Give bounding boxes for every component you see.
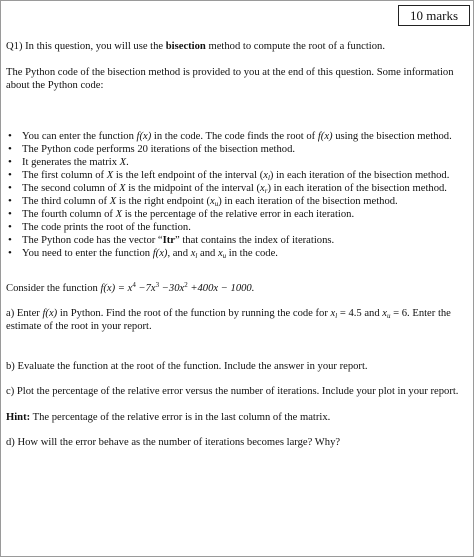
bullet-item: • The first column of X is the left endpoint of the interval $(x_l)$ in each iteration of the bisection method. — [6, 169, 468, 182]
question-intro: Q1) In this question, you will use the bisection method to compute the root of a function. — [6, 41, 385, 52]
function-definition: Consider the function $f(x) = x^4 -7x^3 -30x^2 +400x - 1000$. — [6, 281, 255, 294]
bullet-item: • It generates the matrix X. — [6, 156, 468, 169]
part-d: d) How will the error behave as the number of iterations becomes large? Why? — [6, 437, 341, 448]
bullet-item: • The third column of X is the right endpoint $(x_u)$ in each iteration of the bisection method. — [6, 195, 468, 208]
bullet-item: • You need to enter the function f(x), and $x_l$ and $x_u$ in the code. — [6, 247, 468, 260]
bullet-item: • The Python code performs 20 iterations of the bisection method. — [6, 143, 468, 156]
hint: Hint: The percentage of the relative error is in the last column of the matrix. — [6, 412, 331, 423]
part-a: a) Enter f(x) in Python. Find the root of the function by running the code for $x_l = 4.5$ and $x_u = 6$. Enter the estimate of the root in your report. — [6, 308, 451, 332]
marks-box: 10 marks — [398, 5, 470, 26]
bullet-item: • The Python code has the vector “Itr” that contains the index of iterations. — [6, 234, 468, 247]
part-b: b) Evaluate the function at the root of the function. Include the answer in your report. — [6, 361, 368, 372]
question-info: The Python code of the bisection method is provided to you at the end of this question. Some information about the Python code: — [6, 67, 454, 91]
bullet-item: • The second column of X is the midpoint of the interval $(x_r)$ in each iteration of the bisection method. — [6, 182, 468, 195]
bullet-item: • You can enter the function f(x) in the code. The code finds the root of f(x) using the bisection method. — [6, 130, 468, 143]
bullet-item: • The fourth column of X is the percentage of the relative error in each iteration. — [6, 208, 468, 221]
bullet-item: • The code prints the root of the function. — [6, 221, 468, 234]
info-bullet-list — [6, 130, 468, 260]
part-c: c) Plot the percentage of the relative error versus the number of iterations. Include your plot in your report. — [6, 386, 459, 397]
